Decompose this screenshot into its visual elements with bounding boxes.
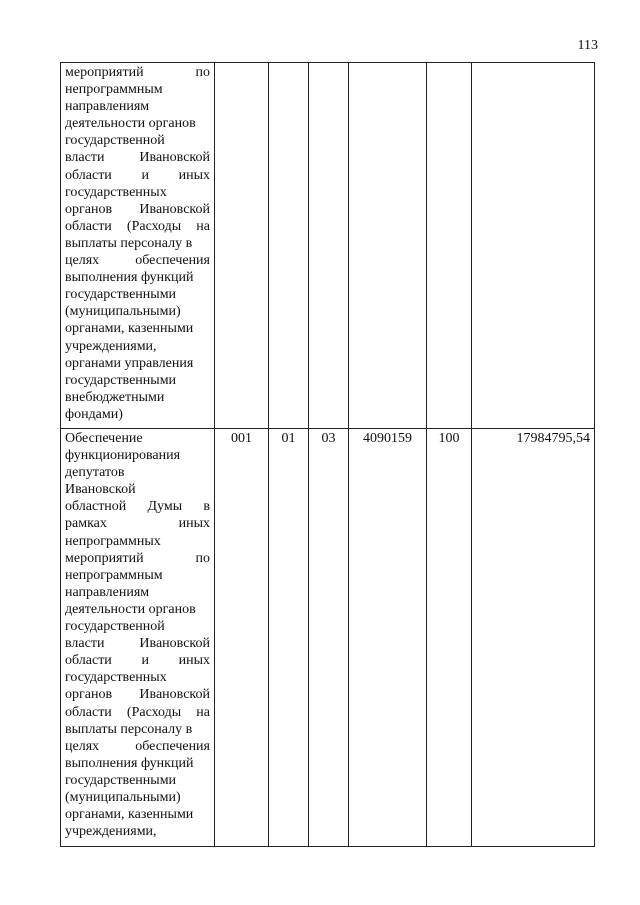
description-line: органами, казенными [65, 807, 194, 823]
description-line: мероприятий по [65, 65, 210, 80]
description-line: деятельности органов [65, 116, 196, 132]
description-line: государственными [65, 372, 177, 388]
subsection-code: 03 [309, 429, 349, 847]
table-row [61, 63, 595, 429]
description-line: деятельности органов [65, 601, 196, 617]
description-line: государственными [65, 287, 177, 303]
description-line: выполнения функций [65, 270, 194, 286]
description-line: Обеспечение [65, 431, 143, 446]
description-line: государственных [65, 184, 167, 200]
description-line: области (Расходы на [65, 218, 210, 234]
expense-type-code [427, 63, 472, 429]
description-line: мероприятий по [65, 550, 210, 566]
description-line: органов Ивановской [65, 687, 210, 703]
description-line: государственными [65, 772, 177, 788]
description-line: государственной [65, 133, 165, 149]
section-code [269, 63, 309, 429]
ministry-code: 001 [215, 429, 269, 847]
description-line: депутатов [65, 465, 125, 481]
description-line: учреждениями, [65, 824, 157, 840]
budget-table [60, 62, 595, 847]
description-line: области и иных [65, 167, 210, 183]
amount: 17984795,54 [472, 429, 595, 847]
description-line: целях обеспечения [65, 738, 210, 754]
description-line: функционирования [65, 448, 181, 464]
description-line: фондами) [65, 406, 123, 422]
row-description [61, 63, 215, 429]
section-code: 01 [269, 429, 309, 847]
description-line: области (Расходы на [65, 704, 210, 720]
description-line: внебюджетными [65, 389, 165, 405]
description-line: направлениям [65, 99, 150, 115]
target-article-code: 4090159 [349, 429, 427, 847]
description-line: (муниципальными) [65, 789, 181, 805]
description-line: Ивановской [65, 482, 136, 498]
description-line: государственных [65, 670, 167, 686]
description-line: выплаты персоналу в [65, 235, 193, 251]
amount [472, 63, 595, 429]
target-article-code [349, 63, 427, 429]
row-description [61, 429, 215, 847]
description-line: непрограммным [65, 82, 163, 98]
description-line: власти Ивановской [65, 150, 210, 166]
description-line: области и иных [65, 653, 210, 669]
description-line: органами, казенными [65, 321, 194, 337]
description-line: (муниципальными) [65, 304, 181, 320]
description-line: органами управления [65, 355, 194, 371]
description-line: учреждениями, [65, 338, 157, 354]
description-line: областной Думы в [65, 499, 210, 515]
description-line: выплаты персоналу в [65, 721, 193, 737]
description-line: направлениям [65, 584, 150, 600]
ministry-code [215, 63, 269, 429]
description-line: выполнения функций [65, 755, 194, 771]
description-line: непрограммных [65, 533, 161, 549]
description-line: целях обеспечения [65, 253, 210, 269]
description-line: рамках иных [65, 516, 210, 532]
description-line: органов Ивановской [65, 201, 210, 217]
subsection-code [309, 63, 349, 429]
description-line: государственной [65, 619, 165, 635]
page-number: 113 [577, 38, 598, 53]
description-line: непрограммным [65, 567, 163, 583]
expense-type-code: 100 [427, 429, 472, 847]
table-row [61, 429, 595, 847]
description-line: власти Ивановской [65, 636, 210, 652]
